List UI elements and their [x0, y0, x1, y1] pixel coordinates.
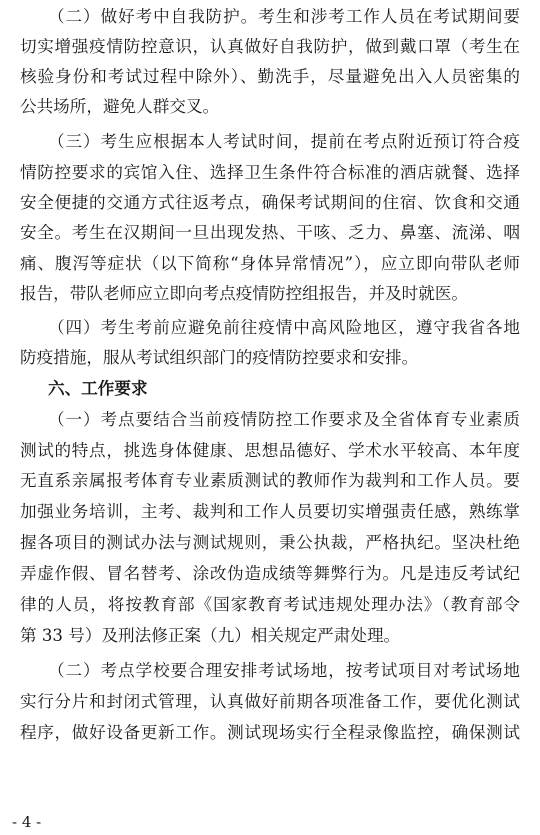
paragraph-line: 程序，做好设备更新工作。测试现场实行全程录像监控，确保测试	[20, 723, 520, 742]
paragraph-line: 测试的特点，挑选身体健康、思想品德好、学术水平较高、本年度	[20, 441, 520, 460]
paragraph-line: （二）考点学校要合理安排考试场地，按考试项目对考试场地	[48, 661, 520, 680]
paragraph-line: 公共场所，避免人群交叉。	[20, 97, 220, 116]
paragraph-line: 切实增强疫情防控意识，认真做好自我防护，做到戴口罩（考生在	[20, 37, 520, 56]
paragraph-line: 加强业务培训，主考、裁判和工作人员要切实增强责任感，熟练掌	[20, 502, 520, 521]
paragraph-line: 实行分片和封闭式管理，认真做好前期各项准备工作，要优化测试	[20, 692, 520, 711]
paragraph-line: 安全便捷的交通方式往返考点，确保考试期间的住宿、饮食和交通	[20, 193, 520, 212]
paragraph-line: 防疫措施，服从考试组织部门的疫情防控要求和安排。	[20, 348, 419, 367]
section-heading: 六、工作要求	[48, 379, 148, 398]
paragraph-line: 报告，带队老师应立即向考点疫情防控组报告，并及时就医。	[20, 284, 469, 303]
paragraph-line: 第 33 号）及刑法修正案（九）相关规定严肃处理。	[20, 626, 401, 645]
paragraph-line: 痛、腹泻等症状（以下简称“身体异常情况”），应立即向带队老师	[20, 254, 520, 273]
paragraph-line: （三）考生应根据本人考试时间，提前在考点附近预订符合疫	[48, 132, 520, 151]
page-number: - 4 -	[12, 813, 42, 831]
paragraph-line: 情防控要求的宾馆入住、选择卫生条件符合标准的酒店就餐、选择	[20, 163, 520, 182]
paragraph-line: （二）做好考中自我防护。考生和涉考工作人员在考试期间要	[48, 7, 520, 26]
paragraph-line: 核验身份和考试过程中除外）、勤洗手，尽量避免出入人员密集的	[20, 67, 520, 86]
paragraph-line: （一）考点要结合当前疫情防控工作要求及全省体育专业素质	[48, 410, 520, 429]
paragraph-line: 安全。考生在汉期间一旦出现发热、干咳、乏力、鼻塞、流涕、咽	[20, 223, 520, 242]
paragraph-line: 律的人员，将按教育部《国家教育考试违规处理办法》（教育部令	[20, 595, 520, 614]
paragraph-line: （四）考生考前应避免前往疫情中高风险地区，遵守我省各地	[48, 318, 520, 337]
paragraph-line: 无直系亲属报考体育专业素质测试的教师作为裁判和工作人员。要	[20, 471, 520, 490]
paragraph-line: 弄虚作假、冒名替考、涂改伪造成绩等舞弊行为。凡是违反考试纪	[20, 564, 520, 583]
paragraph-line: 握各项目的测试办法与测试规则，秉公执裁，严格执纪。坚决杜绝	[20, 533, 520, 552]
